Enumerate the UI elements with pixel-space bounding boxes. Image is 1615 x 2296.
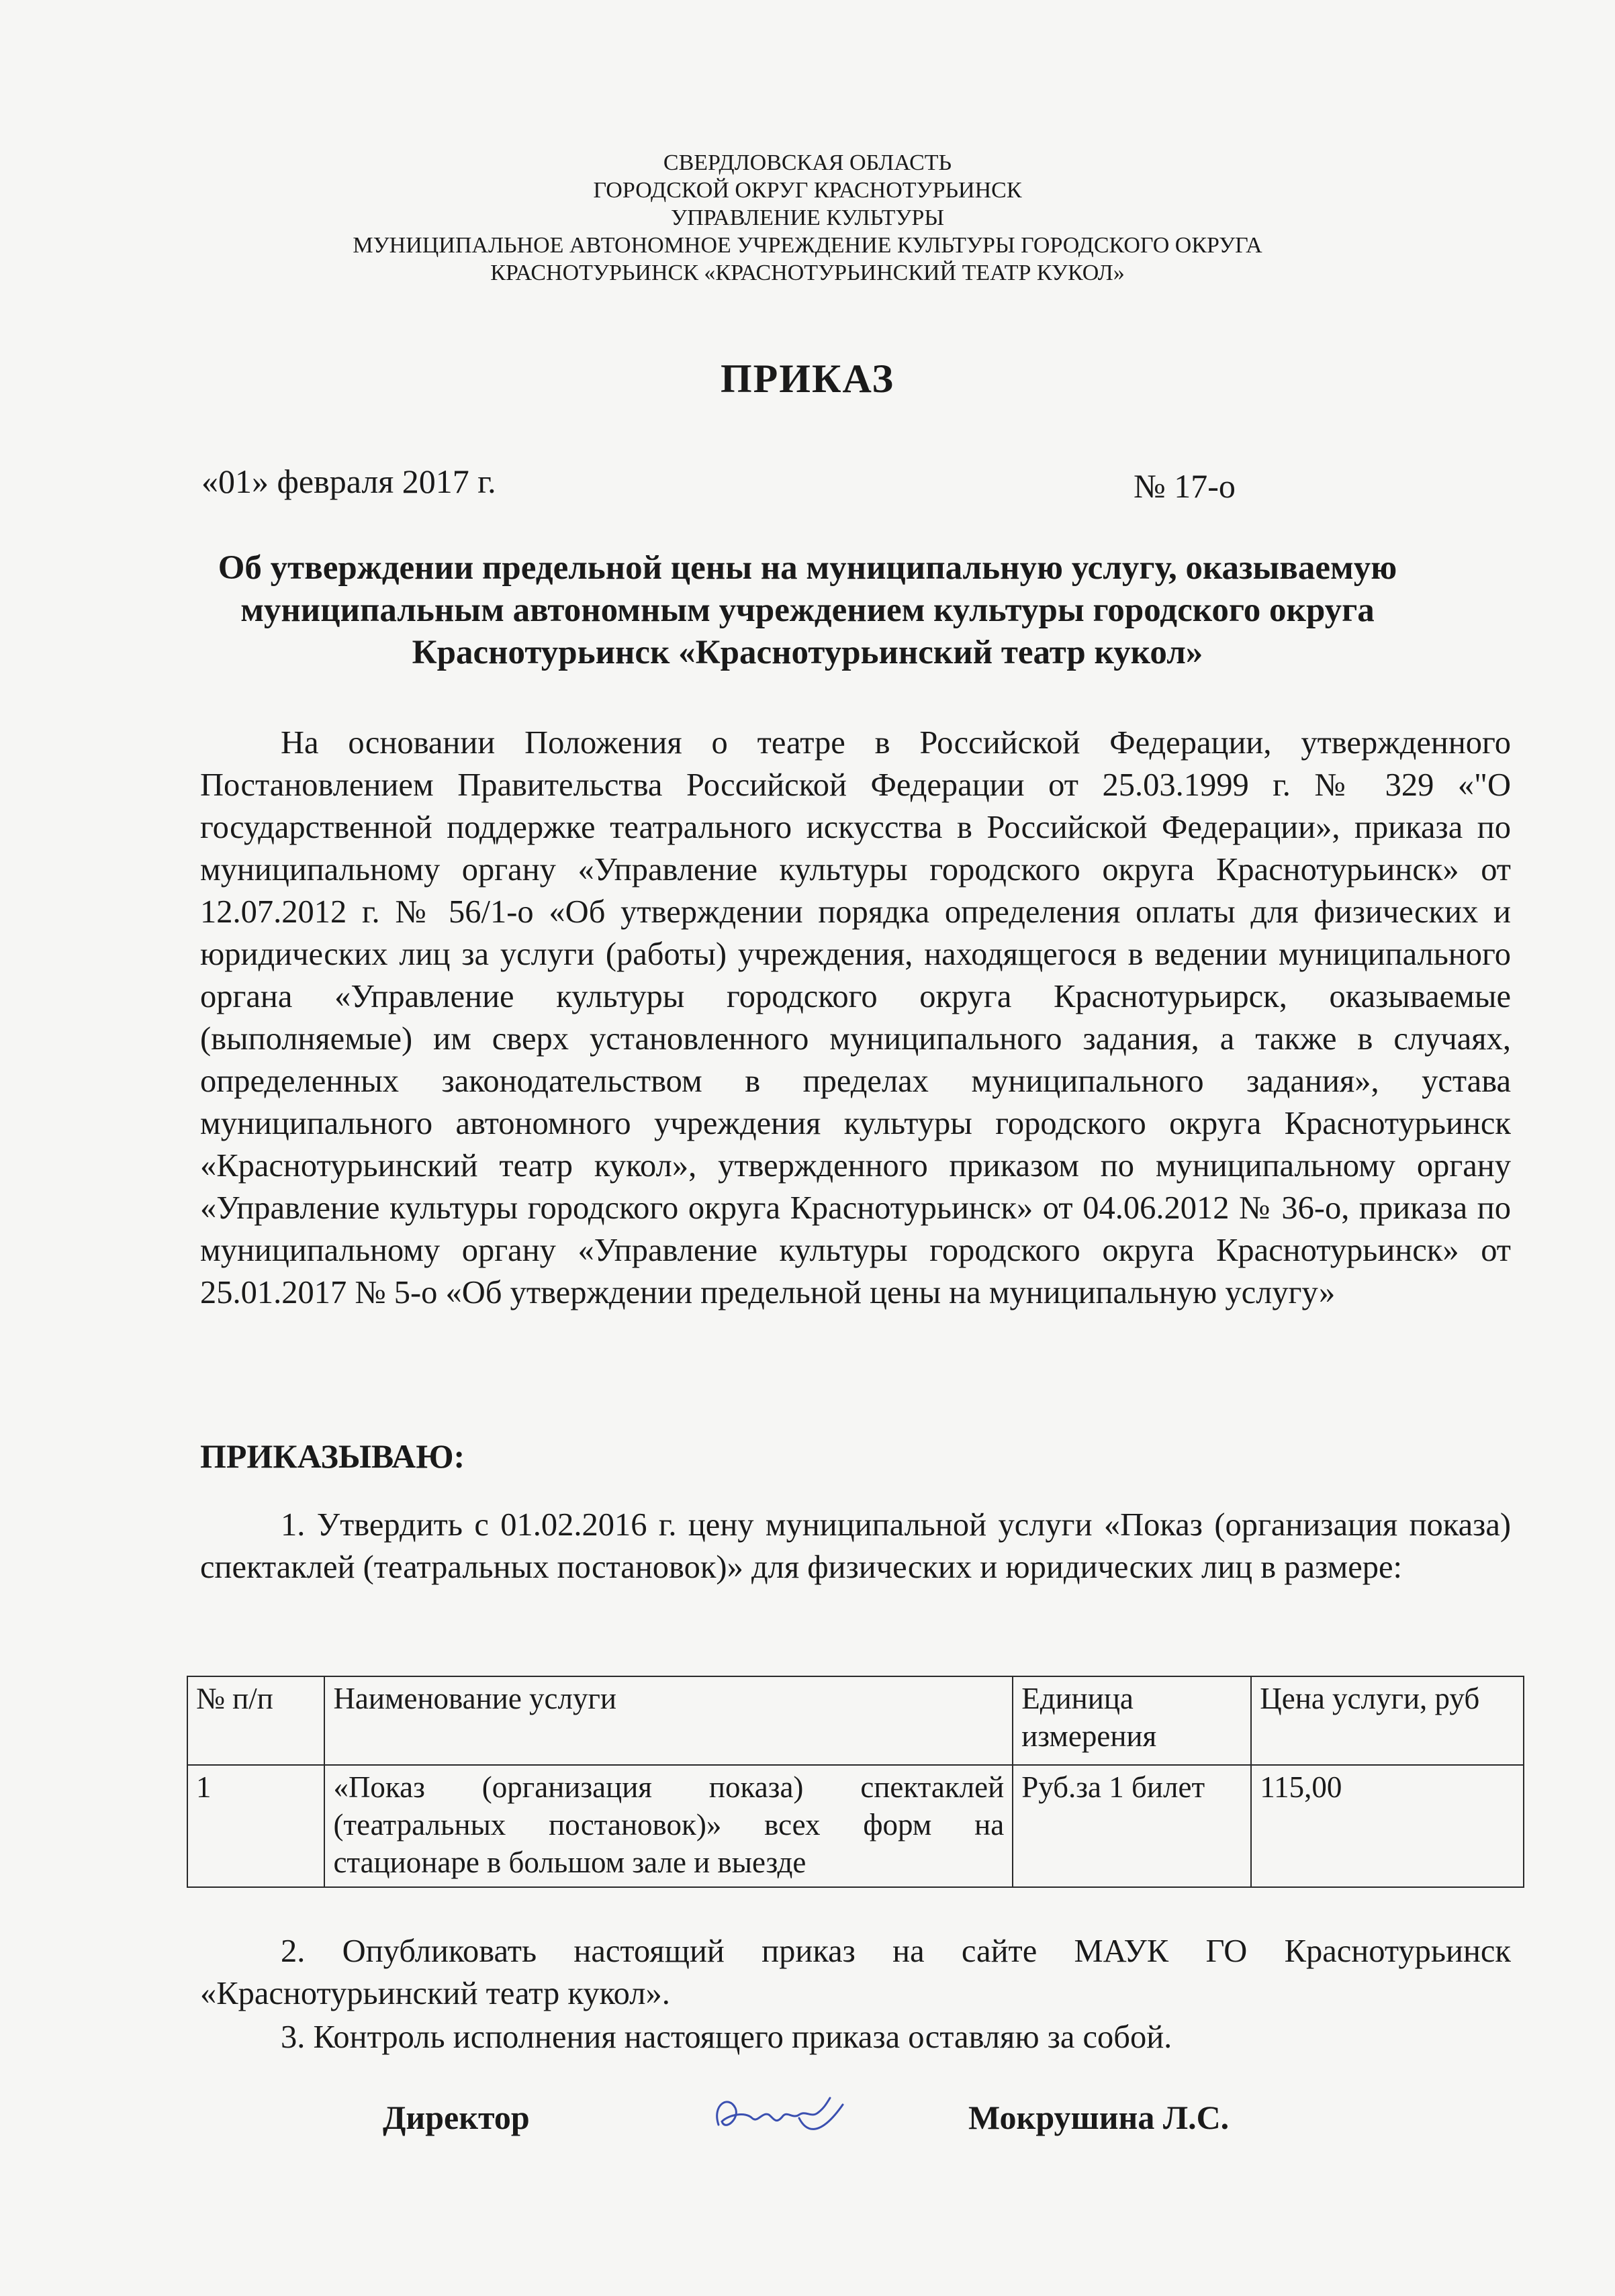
order-item-2: 2. Опубликовать настоящий приказ на сайте МАУК ГО Краснотурьинск «Краснотурьинский театр кукол». <box>200 1933 1511 2011</box>
letterhead-department: УПРАВЛЕНИЕ КУЛЬТУРЫ <box>671 205 944 230</box>
letterhead-district: ГОРОДСКОЙ ОКРУГ КРАСНОТУРЬИНСК <box>593 178 1022 203</box>
basis-paragraph: На основании Положения о театре в Российской Федерации, утвержденного Постановлением Правительства Российской Федерации от 25.03.1999 г. № 329 «"О государственной поддержке театрального искусства в Российской Федерации», приказа по муниципальному органу «Управление культуры городского округа Краснотурьинск» от 12.07.2012 г. № 56/1-о «Об утверждении порядка определения оплаты для физических и юридических лиц за услуги (работы) учреждения, находящегося в ведении муниципального органа «Управление культуры городского округа Краснотурьирск, оказываемые (выполняемые) им сверх установленного муниципального задания, а также в случаях, определенных законодательством в пределах муниципального задания», устава муниципального автономного учреждения культуры городского округа Краснотурьинск «Краснотурьинский театр кукол», утвержденного приказом по муниципальному органу «Управление культуры городского округа Краснотурьинск» от 04.06.2012 № 36-о, приказа по муниципальному органу «Управление культуры городского округа Краснотурьинск» от 25.01.2017 № 5-о «Об утверждении предельной цены на муниципальную услугу» <box>200 725 1511 1310</box>
order-heading: ПРИКАЗЫВАЮ: <box>200 1437 465 1475</box>
table-cell: 1 <box>187 1765 324 1887</box>
order-title: Об утверждении предельной цены на муниципальную услугу, оказываемую муниципальным автономным учреждением культуры городского округа Краснотурьинск «Краснотурьинский театр кукол» <box>218 549 1397 671</box>
table-header-cell: Единица измерения <box>1013 1676 1251 1765</box>
table-header-row <box>187 1676 1524 1765</box>
letterhead-institution: МУНИЦИПАЛЬНОЕ АВТОНОМНОЕ УЧРЕЖДЕНИЕ КУЛЬТУРЫ ГОРОДСКОГО ОКРУГА <box>353 233 1262 258</box>
letterhead-institution-name: КРАСНОТУРЬИНСК «КРАСНОТУРЬИНСКИЙ ТЕАТР КУКОЛ» <box>490 260 1125 285</box>
table-row <box>187 1765 1524 1887</box>
letterhead <box>0 149 1615 287</box>
signatory-title: Директор <box>383 2099 530 2136</box>
table-cell: Руб.за 1 билет <box>1013 1765 1251 1887</box>
order-item-3: 3. Контроль исполнения настоящего приказа оставляю за собой. <box>281 2019 1172 2055</box>
table-header-cell: Цена услуги, руб <box>1251 1676 1524 1765</box>
order-number: № 17-о <box>1134 467 1236 505</box>
table-cell: 115,00 <box>1251 1765 1524 1887</box>
table-cell: «Показ (организация показа) спектаклей (театральных постановок)» всех форм на стационаре в большом зале и выезде <box>324 1765 1013 1887</box>
table-header-cell: № п/п <box>187 1676 324 1765</box>
order-item-1: 1. Утвердить с 01.02.2016 г. цену муниципальной услуги «Показ (организация показа) спектаклей (театральных постановок)» для физических и юридических лиц в размере: <box>200 1507 1511 1585</box>
order-date: «01» февраля 2017 г. <box>201 463 496 500</box>
table-header-cell: Наименование услуги <box>324 1676 1013 1765</box>
letterhead-region: СВЕРДЛОВСКАЯ ОБЛАСТЬ <box>663 150 952 175</box>
handwritten-signature <box>698 2078 866 2152</box>
signatory-name: Мокрушина Л.С. <box>968 2099 1230 2136</box>
document-type: ПРИКАЗ <box>720 356 894 401</box>
price-table <box>187 1676 1524 1888</box>
